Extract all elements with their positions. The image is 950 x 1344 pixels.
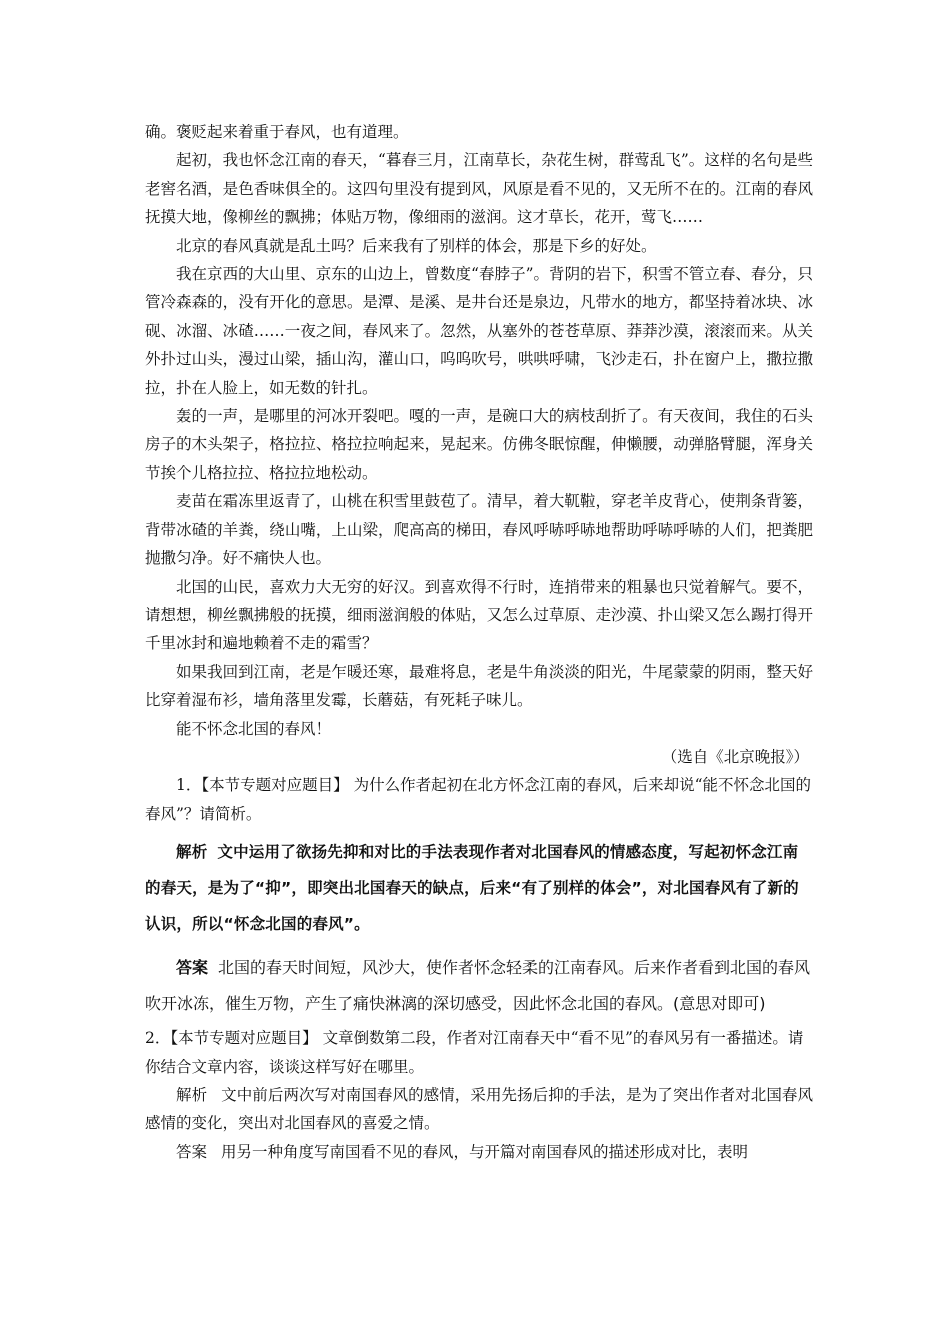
question-1 — [145, 771, 813, 1022]
question-2-analysis — [145, 1081, 813, 1138]
article-body — [145, 118, 813, 771]
document-page — [145, 118, 813, 1166]
article-paragraph: 起初，我也怀念江南的春天，“暮春三月，江南草长，杂花生树，群莺乱飞”。这样的名句是些老窖名酒，是色香味俱全的。这四句里没有提到风，风原是看不见的，又无所不在的。江南的春风抚摸大地，像柳丝的飘拂；体贴万物，像细雨的滋润。这才草长，花开，莺飞…… — [145, 151, 813, 227]
article-paragraph: 我在京西的大山里、京东的山边上，曾数度“春脖子”。背阴的岩下，积雪不管立春、春分，只管冷森森的，没有开化的意思。是潭、是溪、是井台还是泉边，凡带水的地方，都坚持着冰块、冰砚、冰溜、冰碴……一夜之间，春风来了。忽然，从塞外的苍苍草原、莽莽沙漠，滚滚而来。从关外扑过山头，漫过山梁，插山沟，灌山口，呜呜吹号，哄哄呼啸，飞沙走石，扑在窗户上，撒拉撒拉，扑在人脸上，如无数的针扎。 — [145, 265, 813, 397]
analysis-text: 文中前后两次写对南国春风的感情，采用先扬后抑的手法，是为了突出作者对北国春风感情的变化，突出对北国春风的喜爱之情。 — [145, 1085, 813, 1133]
article-paragraph: 北国的山民，喜欢力大无穷的好汉。到喜欢得不行时，连捎带来的粗暴也只觉着解气。要不，请想想，柳丝飘拂般的抚摸，细雨滋润般的体贴，又怎么过草原、走沙漠、扑山梁又怎么踢打得开千里冰封和遍地赖着不走的霜雪？ — [145, 577, 813, 653]
question-tag: 【本节专题对应题目】 — [170, 1029, 318, 1048]
question-2 — [145, 1024, 813, 1166]
answer-text: 北国的春天时间短，风沙大，使作者怀念轻柔的江南春风。后来作者看到北国的春风吹开冰冻，催生万物，产生了痛快淋漓的深切感受，因此怀念北国的春风。(意思对即可) — [145, 958, 811, 1014]
analysis-text: 文中运用了欲扬先抑和对比的手法表现作者对北国春风的情感态度，写起初怀念江南的春天，是为了“抑”，即突出北国春天的缺点，后来“有了别样的体会”，对北国春风有了新的认识，所以“怀念北国的春风”。 — [145, 843, 799, 934]
article-paragraph: 如果我回到江南，老是乍暖还寒，最难将息，老是牛角淡淡的阳光，牛尾蒙蒙的阴雨，整天好比穿着湿布衫，墙角落里发霉，长蘑菇，有死耗子味儿。 — [145, 662, 813, 710]
article-paragraph: 麦苗在霜冻里返青了，山桃在积雪里鼓苞了。清早，着大靰鞡，穿老羊皮背心，使荆条背篓，背带冰碴的羊粪，绕山嘴，上山梁，爬高高的梯田，春风呼哧呼哧地帮助呼哧呼哧的人们，把粪肥抛撒匀净。好不痛快人也。 — [145, 492, 813, 568]
question-text: 为什么作者起初在北方怀念江南的春风，后来却说“能不怀念北国的春风”？请简析。 — [145, 776, 812, 823]
analysis-label: 解析 — [176, 843, 208, 862]
article-paragraph: 北京的春风真就是乱土吗？后来我有了别样的体会，那是下乡的好处。 — [176, 236, 657, 255]
question-1-analysis — [145, 834, 813, 942]
analysis-label: 解析 — [176, 1085, 208, 1104]
question-text: 文章倒数第二段，作者对江南春天中“看不见”的春风另有一番描述。请你结合文章内容，谈谈这样写好在哪里。 — [145, 1029, 804, 1076]
question-tag: 【本节专题对应题目】 — [201, 776, 349, 795]
question-1-prompt — [145, 771, 813, 828]
answer-label: 答案 — [176, 958, 209, 978]
answer-text: 用另一种角度写南国看不见的春风，与开篇对南国春风的描述形成对比，表明 — [221, 1142, 749, 1161]
question-2-prompt — [145, 1024, 813, 1081]
answer-label: 答案 — [176, 1142, 208, 1161]
question-number: 2． — [145, 1029, 171, 1048]
article-paragraph: 能不怀念北国的春风！ — [176, 719, 332, 738]
question-1-answer — [145, 950, 813, 1022]
article-paragraph: 确。褒贬起来着重于春风，也有道理。 — [145, 123, 409, 141]
article-paragraph: 轰的一声，是哪里的河冰开裂吧。嘎的一声，是碗口大的病枝刮折了。有天夜间，我住的石头房子的木头架子，格拉拉、格拉拉响起来，晃起来。仿佛冬眠惊醒，伸懒腰，动弹胳臂腿，浑身关节挨个儿格拉拉、格拉拉地松动。 — [145, 407, 813, 482]
question-number: 1． — [176, 776, 202, 795]
article-source: （选自《北京晚报》） — [661, 747, 809, 766]
question-2-answer — [145, 1138, 813, 1166]
